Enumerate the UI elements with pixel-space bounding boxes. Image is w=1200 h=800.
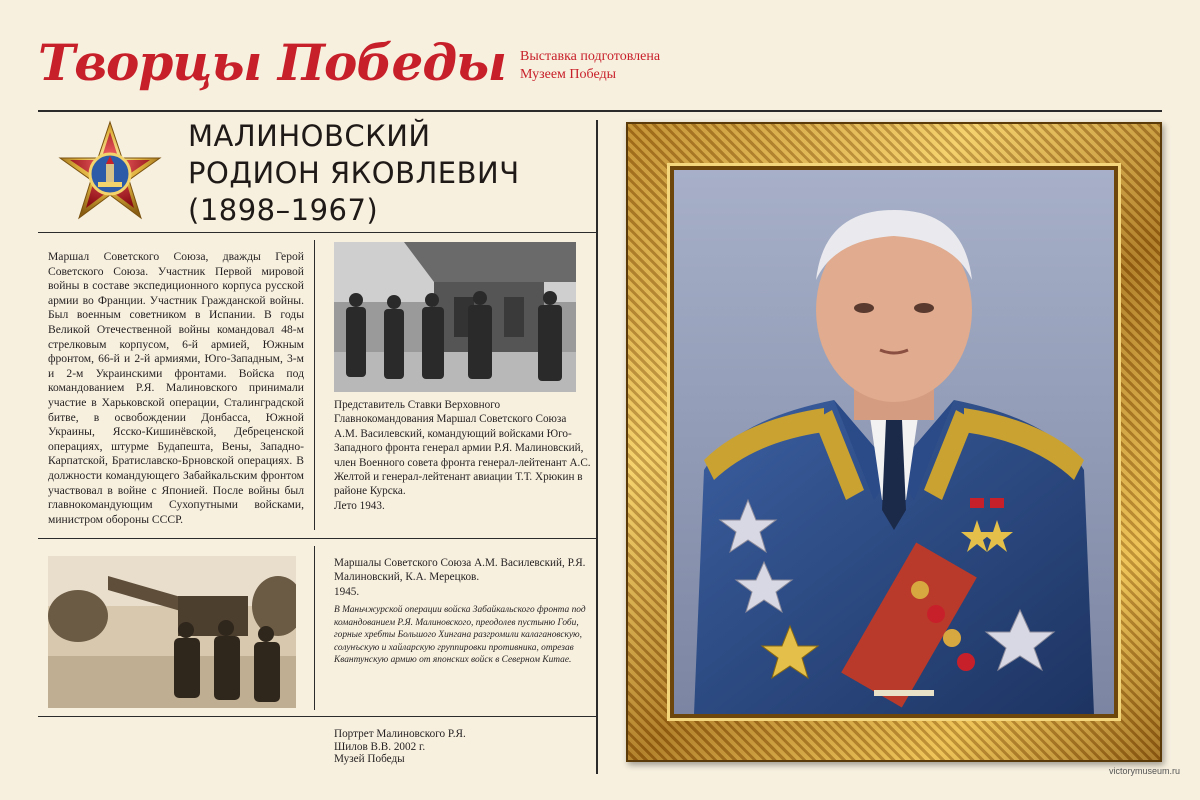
middle-rule — [38, 538, 596, 539]
portrait-caption-line-3: Музей Победы — [334, 753, 405, 766]
portrait-caption-line-1: Портрет Малиновского Р.Я. — [334, 728, 466, 740]
exhibition-title: Творцы Победы — [38, 33, 506, 92]
website-url: victorymuseum.ru — [1108, 766, 1180, 776]
biography-text: Маршал Советского Союза, дважды Герой Советского Союза. Участник Первой мировой войны в составе экспедиционного корпуса русской армии во Франции. Участник Гражданской войны. Был военным советником в Испании. В годы Великой Отечественной войны командовал 48-м стрелковым корпусом, 6-й армией, Южным фронтом, 66-й и 2-й армиями, Юго-Западным, 3-м и 2-м Украинскими фронтами. Войска под командованием Р.Я. Малиновского принимали участие в Харьковской операции, Сталинградской битве, в освобождении Донбасса, Южной Украины, Ясско-Кишинёвской, Дебреценской операциях, штурме Будапешта, Вены, Западно-Карпатской, Братиславско-Брновской операциях. В должности командующего Забайкальским фронтом участвовал в войне с Японией. После войны был главнокомандующим Сухопутными войсками, министром обороны СССР. — [48, 250, 304, 526]
person-name-block — [188, 118, 588, 229]
given-names: РОДИОН ЯКОВЛЕВИЧ — [188, 156, 520, 190]
header-rule — [38, 110, 1162, 112]
photo-kursk-1943 — [334, 242, 576, 392]
lower-column-divider — [314, 546, 315, 710]
portrait-caption — [334, 728, 534, 766]
caption-2-date: 1945. — [334, 585, 360, 598]
photo-caption-1 — [334, 398, 592, 513]
order-of-victory-icon — [54, 118, 166, 230]
portrait-painting — [674, 170, 1114, 714]
credit-line-1: Выставка подготовлена — [520, 49, 661, 64]
column-divider — [596, 120, 598, 774]
photo-caption-2 — [334, 556, 592, 599]
bottom-rule — [38, 716, 596, 717]
caption-1-text: Представитель Ставки Верховного Главнокомандования Маршал Советского Союза А.М. Василевский, командующий войсками Юго-Западного фронта генерал армии Р.Я. Малиновский, член Военного совета фронта генерал-лейтенант А.С. Желтой и генерал-лейтенант авиации Т.Т. Хрюкин в районе Курска. — [334, 399, 591, 498]
caption-1-date: Лето 1943. — [334, 499, 385, 512]
portrait-caption-line-2: Шилов В.В. 2002 г. — [334, 740, 426, 753]
title-rule — [38, 232, 596, 233]
photo-marshals-1945 — [48, 556, 296, 708]
manchurian-operation-note: В Маньчжурской операции войска Забайкальского фронта под командованием Р.Я. Малиновского, преодолев пустыню Гоби, горные хребты Большого Хингана разгромили калагановскую, солунъскую и хайларскую группировки противника, отрезав Квантунскую армию от японских войск в Северном Китае. — [334, 605, 586, 666]
portrait-frame — [626, 122, 1162, 762]
caption-2-text: Маршалы Советского Союза А.М. Василевский, Р.Я. Малиновский, К.А. Мерецков. — [334, 557, 586, 584]
surname: МАЛИНОВСКИЙ — [188, 119, 431, 153]
credit-line-2: Музеем Победы — [520, 67, 617, 82]
life-years: (1898–1967) — [188, 193, 379, 227]
text-column-divider — [314, 240, 315, 530]
exhibition-credit — [520, 48, 740, 84]
